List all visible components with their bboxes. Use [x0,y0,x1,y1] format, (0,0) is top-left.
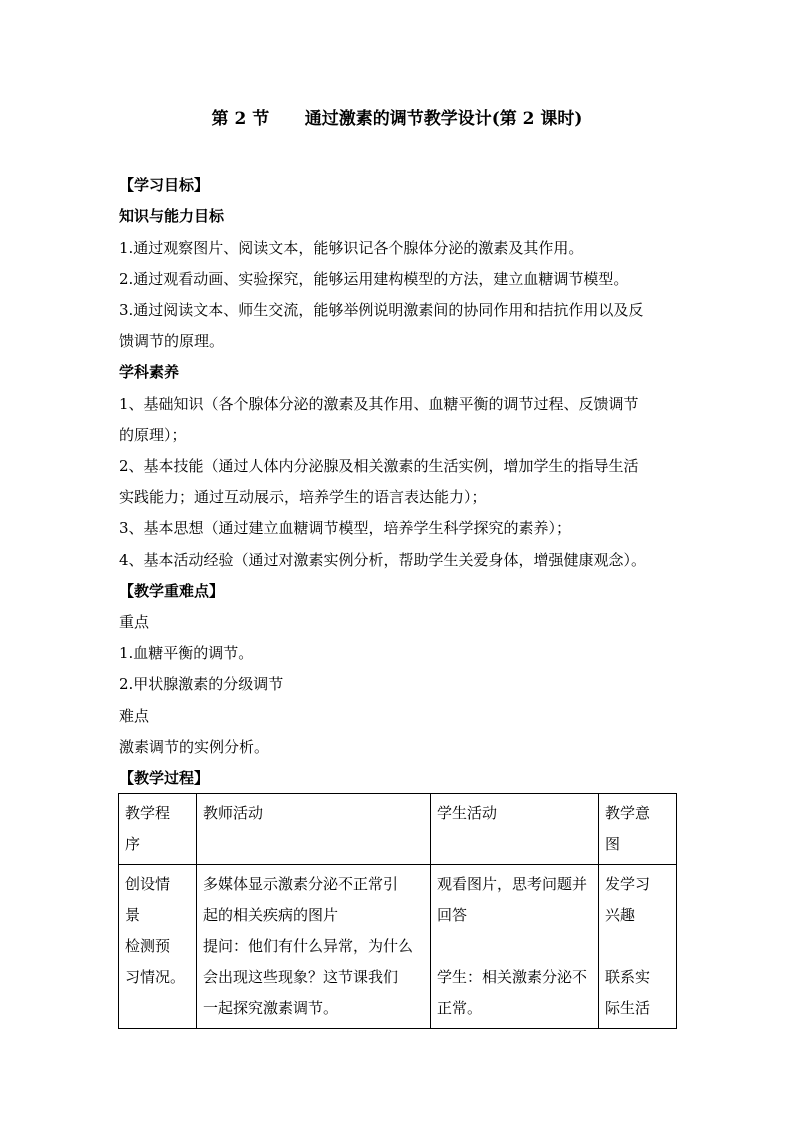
knowledge-item-2: 2.通过观看动画、实验探究，能够运用建构模型的方法，建立血糖调节模型。 [119,270,629,288]
cell-procedure: 创设情 景 检测预 习情况。 [119,865,197,1029]
teaching-process-table [118,793,677,1029]
literacy-item-1: 1、基础知识（各个腺体分泌的激素及其作用、血糖平衡的调节过程、反馈调节 [119,395,639,413]
literacy-item-4: 4、基本活动经验（通过对激素实例分析，帮助学生关爱身体，增强健康观念）。 [119,551,647,569]
literacy-item-1-cont: 的原理）； [119,426,187,444]
literacy-item-3: 3、基本思想（通过建立血糖调节模型，培养学生科学探究的素养）； [119,519,572,537]
difficult-label: 难点 [119,707,150,725]
literacy-item-2: 2、基本技能（通过人体内分泌腺及相关激素的生活实例，增加学生的指导生活 [119,457,639,475]
knowledge-heading: 知识与能力目标 [119,207,225,225]
header-procedure: 教学程 序 [119,794,197,865]
table-header-row [119,794,677,865]
cell-teacher-activity: 多媒体显示激素分泌不正常引 起的相关疾病的图片 提问：他们有什么异常，为什么 会出现这些现象？这节课我们 一起探究激素调节。 [197,865,431,1029]
keypoints-heading: 【教学重难点】 [119,582,225,600]
key-item-1: 1.血糖平衡的调节。 [119,644,254,662]
header-student-activity: 学生活动 [431,794,599,865]
knowledge-item-3-cont: 馈调节的原理。 [119,332,225,350]
key-label: 重点 [119,613,150,631]
table-row [119,865,677,1029]
objectives-heading: 【学习目标】 [119,176,210,194]
literacy-heading: 学科素养 [119,363,180,381]
literacy-item-2-cont: 实践能力；通过互动展示，培养学生的语言表达能力）； [119,488,487,506]
key-item-2: 2.甲状腺激素的分级调节 [119,675,284,693]
document-title: 第 2 节 通过激素的调节教学设计(第 2 课时) [211,109,583,129]
process-heading: 【教学过程】 [119,769,210,787]
header-teaching-intent: 教学意 图 [599,794,677,865]
cell-student-activity: 观看图片，思考问题并 回答 学生：相关激素分泌不 正常。 [431,865,599,1029]
header-teacher-activity: 教师活动 [197,794,431,865]
knowledge-item-1: 1.通过观察图片、阅读文本，能够识记各个腺体分泌的激素及其作用。 [119,239,584,257]
cell-teaching-intent: 发学习 兴趣 联系实 际生活 [599,865,677,1029]
difficult-item-1: 激素调节的实例分析。 [119,738,270,756]
knowledge-item-3: 3.通过阅读文本、师生交流，能够举例说明激素间的协同作用和拮抗作用以及反 [119,301,644,319]
